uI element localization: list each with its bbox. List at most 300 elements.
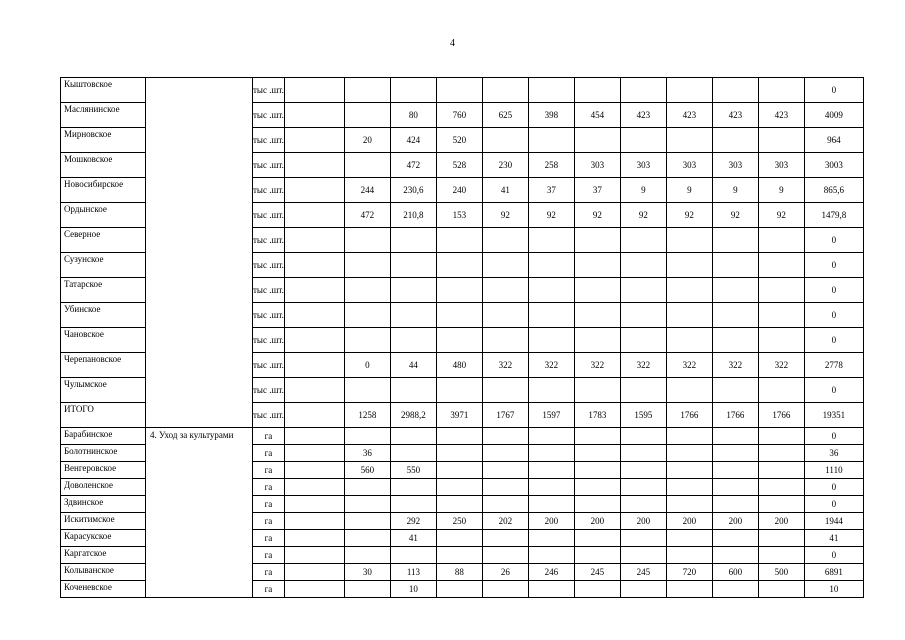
value-cell (528, 228, 574, 253)
value-cell (666, 253, 712, 278)
district-name: Здвинское (61, 496, 146, 513)
total-cell: 1479,8 (804, 203, 863, 228)
value-cell: 600 (712, 564, 758, 581)
value-cell: 200 (620, 513, 666, 530)
value-cell (390, 496, 436, 513)
total-cell: 4009 (804, 103, 863, 128)
value-cell (436, 547, 482, 564)
value-cell (344, 530, 390, 547)
value-cell (482, 253, 528, 278)
value-cell (436, 78, 482, 103)
value-cell (620, 378, 666, 403)
value-cell: 41 (390, 530, 436, 547)
value-cell (528, 278, 574, 303)
value-cell (666, 128, 712, 153)
value-cell: 303 (666, 153, 712, 178)
value-cell: 322 (574, 353, 620, 378)
value-cell (758, 445, 804, 462)
value-cell: 424 (390, 128, 436, 153)
value-cell (712, 278, 758, 303)
value-cell: 240 (436, 178, 482, 203)
value-cell (482, 479, 528, 496)
value-cell (436, 445, 482, 462)
value-cell (666, 581, 712, 598)
value-cell: 423 (620, 103, 666, 128)
value-cell (390, 479, 436, 496)
value-cell (712, 253, 758, 278)
value-cell (712, 462, 758, 479)
value-cell (620, 445, 666, 462)
value-cell (758, 581, 804, 598)
unit-cell: га (253, 530, 285, 547)
value-cell: 303 (574, 153, 620, 178)
value-cell: 202 (482, 513, 528, 530)
district-name: Мирновское (61, 128, 146, 153)
value-cell (758, 428, 804, 445)
total-cell: 0 (804, 496, 863, 513)
empty-cell (284, 228, 344, 253)
total-cell: 964 (804, 128, 863, 153)
value-cell: 303 (620, 153, 666, 178)
value-cell (758, 547, 804, 564)
value-cell (620, 462, 666, 479)
value-cell: 200 (528, 513, 574, 530)
value-cell: 1258 (344, 403, 390, 428)
value-cell: 250 (436, 513, 482, 530)
value-cell: 322 (666, 353, 712, 378)
value-cell (436, 303, 482, 328)
value-cell (758, 496, 804, 513)
value-cell (344, 278, 390, 303)
value-cell (482, 428, 528, 445)
value-cell (712, 581, 758, 598)
value-cell (666, 328, 712, 353)
value-cell: 153 (436, 203, 482, 228)
district-name: Болотнинское (61, 445, 146, 462)
total-cell: 1110 (804, 462, 863, 479)
value-cell (528, 328, 574, 353)
value-cell (666, 530, 712, 547)
value-cell (436, 228, 482, 253)
value-cell: 292 (390, 513, 436, 530)
district-name: Убинское (61, 303, 146, 328)
value-cell: 92 (620, 203, 666, 228)
value-cell: 246 (528, 564, 574, 581)
value-cell (344, 581, 390, 598)
value-cell (574, 462, 620, 479)
unit-cell: тыс .шт. (253, 328, 285, 353)
value-cell (620, 328, 666, 353)
value-cell (620, 530, 666, 547)
value-cell (436, 462, 482, 479)
value-cell (436, 328, 482, 353)
value-cell (574, 78, 620, 103)
total-cell: 0 (804, 253, 863, 278)
value-cell (390, 228, 436, 253)
empty-cell (284, 403, 344, 428)
value-cell (574, 278, 620, 303)
value-cell (758, 78, 804, 103)
value-cell (620, 253, 666, 278)
unit-cell: тыс .шт. (253, 378, 285, 403)
value-cell: 20 (344, 128, 390, 153)
total-cell: 865,6 (804, 178, 863, 203)
empty-cell (284, 353, 344, 378)
value-cell (482, 462, 528, 479)
value-cell: 560 (344, 462, 390, 479)
value-cell (712, 228, 758, 253)
value-cell (758, 128, 804, 153)
unit-cell: тыс .шт. (253, 228, 285, 253)
total-cell: 3003 (804, 153, 863, 178)
value-cell (666, 428, 712, 445)
value-cell: 472 (390, 153, 436, 178)
value-cell: 303 (758, 153, 804, 178)
value-cell (712, 479, 758, 496)
value-cell (344, 328, 390, 353)
district-name: Барабинское (61, 428, 146, 445)
value-cell: 398 (528, 103, 574, 128)
value-cell: 2988,2 (390, 403, 436, 428)
empty-cell (284, 428, 344, 445)
value-cell (712, 445, 758, 462)
value-cell (712, 78, 758, 103)
value-cell (390, 303, 436, 328)
action-cell: 4. Уход за культурами (146, 428, 253, 598)
district-name: Черепановское (61, 353, 146, 378)
value-cell (482, 445, 528, 462)
unit-cell: га (253, 547, 285, 564)
value-cell: 41 (482, 178, 528, 203)
district-name: Маслянинское (61, 103, 146, 128)
value-cell: 30 (344, 564, 390, 581)
value-cell: 1783 (574, 403, 620, 428)
value-cell (482, 278, 528, 303)
value-cell (344, 378, 390, 403)
value-cell (436, 278, 482, 303)
district-name: Новосибирское (61, 178, 146, 203)
value-cell (436, 530, 482, 547)
value-cell: 200 (574, 513, 620, 530)
unit-cell: тыс .шт. (253, 103, 285, 128)
value-cell (620, 278, 666, 303)
value-cell: 258 (528, 153, 574, 178)
value-cell (344, 253, 390, 278)
value-cell: 1766 (758, 403, 804, 428)
value-cell: 36 (344, 445, 390, 462)
district-name: Чановское (61, 328, 146, 353)
unit-cell: тыс .шт. (253, 178, 285, 203)
district-name: Кыштовское (61, 78, 146, 103)
value-cell (620, 428, 666, 445)
value-cell (390, 378, 436, 403)
value-cell (758, 303, 804, 328)
value-cell (436, 496, 482, 513)
value-cell (344, 78, 390, 103)
value-cell (712, 128, 758, 153)
value-cell (758, 378, 804, 403)
value-cell: 454 (574, 103, 620, 128)
unit-cell: тыс .шт. (253, 353, 285, 378)
value-cell: 1766 (666, 403, 712, 428)
value-cell: 423 (712, 103, 758, 128)
value-cell (528, 581, 574, 598)
unit-cell: тыс .шт. (253, 278, 285, 303)
value-cell (482, 228, 528, 253)
value-cell (344, 103, 390, 128)
total-cell: 0 (804, 378, 863, 403)
total-cell: 0 (804, 303, 863, 328)
empty-cell (284, 564, 344, 581)
value-cell (574, 445, 620, 462)
empty-cell (284, 303, 344, 328)
value-cell (620, 581, 666, 598)
value-cell: 423 (758, 103, 804, 128)
value-cell: 26 (482, 564, 528, 581)
district-name: Колыванское (61, 564, 146, 581)
value-cell (528, 128, 574, 153)
district-name: Ордынское (61, 203, 146, 228)
value-cell (666, 78, 712, 103)
value-cell (528, 496, 574, 513)
value-cell (390, 445, 436, 462)
value-cell (482, 128, 528, 153)
district-name: Коченевское (61, 581, 146, 598)
total-cell: 0 (804, 78, 863, 103)
value-cell (620, 228, 666, 253)
value-cell: 92 (482, 203, 528, 228)
value-cell (620, 547, 666, 564)
total-cell: 6891 (804, 564, 863, 581)
value-cell (712, 496, 758, 513)
total-cell: 0 (804, 228, 863, 253)
value-cell (390, 328, 436, 353)
value-cell (482, 328, 528, 353)
value-cell: 37 (528, 178, 574, 203)
unit-cell: га (253, 496, 285, 513)
value-cell: 3971 (436, 403, 482, 428)
value-cell (666, 278, 712, 303)
value-cell: 9 (666, 178, 712, 203)
empty-cell (284, 203, 344, 228)
value-cell (712, 547, 758, 564)
total-cell: 2778 (804, 353, 863, 378)
unit-cell: тыс .шт. (253, 128, 285, 153)
district-name: Доволенское (61, 479, 146, 496)
district-name: Северное (61, 228, 146, 253)
value-cell: 1595 (620, 403, 666, 428)
district-name: Татарское (61, 278, 146, 303)
value-cell (436, 428, 482, 445)
value-cell (344, 479, 390, 496)
unit-cell: га (253, 445, 285, 462)
unit-cell: тыс .шт. (253, 78, 285, 103)
unit-cell: тыс .шт. (253, 403, 285, 428)
value-cell (712, 530, 758, 547)
value-cell: 245 (620, 564, 666, 581)
district-name: Мошковское (61, 153, 146, 178)
value-cell (390, 428, 436, 445)
value-cell (528, 445, 574, 462)
unit-cell: га (253, 428, 285, 445)
value-cell: 0 (344, 353, 390, 378)
value-cell (574, 328, 620, 353)
value-cell (574, 479, 620, 496)
value-cell (482, 581, 528, 598)
district-name: Карасукское (61, 530, 146, 547)
value-cell (574, 496, 620, 513)
value-cell: 92 (528, 203, 574, 228)
value-cell: 625 (482, 103, 528, 128)
value-cell (666, 462, 712, 479)
value-cell (574, 128, 620, 153)
value-cell: 9 (758, 178, 804, 203)
value-cell: 9 (620, 178, 666, 203)
table-row (61, 78, 864, 103)
value-cell: 480 (436, 353, 482, 378)
value-cell (344, 513, 390, 530)
value-cell (712, 303, 758, 328)
total-cell: 41 (804, 530, 863, 547)
value-cell (528, 78, 574, 103)
value-cell (758, 328, 804, 353)
value-cell (574, 530, 620, 547)
value-cell: 322 (620, 353, 666, 378)
total-cell: 36 (804, 445, 863, 462)
value-cell (620, 496, 666, 513)
value-cell: 92 (574, 203, 620, 228)
value-cell (666, 496, 712, 513)
value-cell (528, 378, 574, 403)
value-cell (482, 547, 528, 564)
value-cell (482, 78, 528, 103)
value-cell (528, 479, 574, 496)
value-cell: 80 (390, 103, 436, 128)
value-cell: 1767 (482, 403, 528, 428)
value-cell (344, 496, 390, 513)
empty-cell (284, 278, 344, 303)
table-row (61, 428, 864, 445)
empty-cell (284, 462, 344, 479)
empty-cell (284, 496, 344, 513)
value-cell: 472 (344, 203, 390, 228)
total-cell: 10 (804, 581, 863, 598)
value-cell (528, 303, 574, 328)
total-cell: 0 (804, 278, 863, 303)
value-cell (528, 547, 574, 564)
value-cell: 230 (482, 153, 528, 178)
empty-cell (284, 445, 344, 462)
value-cell: 322 (712, 353, 758, 378)
page-number: 4 (450, 38, 455, 49)
value-cell: 210,8 (390, 203, 436, 228)
empty-cell (284, 479, 344, 496)
value-cell (712, 428, 758, 445)
empty-cell (284, 178, 344, 203)
value-cell (758, 530, 804, 547)
value-cell (758, 479, 804, 496)
value-cell (620, 479, 666, 496)
empty-cell (284, 78, 344, 103)
value-cell (528, 530, 574, 547)
value-cell (344, 153, 390, 178)
empty-cell (284, 378, 344, 403)
value-cell: 322 (758, 353, 804, 378)
empty-cell (284, 103, 344, 128)
value-cell (574, 378, 620, 403)
value-cell (528, 462, 574, 479)
value-cell (436, 581, 482, 598)
value-cell (758, 253, 804, 278)
value-cell: 92 (712, 203, 758, 228)
total-cell: 19351 (804, 403, 863, 428)
empty-cell (284, 547, 344, 564)
value-cell (574, 581, 620, 598)
value-cell (390, 253, 436, 278)
value-cell (666, 547, 712, 564)
total-cell: 0 (804, 428, 863, 445)
value-cell (482, 530, 528, 547)
district-name: Сузунское (61, 253, 146, 278)
district-name: Венгеровское (61, 462, 146, 479)
value-cell: 88 (436, 564, 482, 581)
value-cell (574, 303, 620, 328)
empty-cell (284, 581, 344, 598)
value-cell: 200 (712, 513, 758, 530)
value-cell (482, 303, 528, 328)
value-cell: 760 (436, 103, 482, 128)
value-cell (344, 547, 390, 564)
unit-cell: га (253, 581, 285, 598)
value-cell (666, 378, 712, 403)
value-cell (528, 253, 574, 278)
value-cell (666, 228, 712, 253)
value-cell: 500 (758, 564, 804, 581)
value-cell (436, 253, 482, 278)
value-cell (436, 378, 482, 403)
value-cell (574, 428, 620, 445)
district-name: Каргатское (61, 547, 146, 564)
value-cell: 1597 (528, 403, 574, 428)
unit-cell: га (253, 479, 285, 496)
value-cell (528, 428, 574, 445)
value-cell: 520 (436, 128, 482, 153)
unit-cell: тыс .шт. (253, 203, 285, 228)
value-cell (758, 278, 804, 303)
unit-cell: га (253, 513, 285, 530)
value-cell (574, 228, 620, 253)
value-cell (344, 228, 390, 253)
value-cell (666, 479, 712, 496)
unit-cell: тыс .шт. (253, 253, 285, 278)
value-cell: 113 (390, 564, 436, 581)
district-name: ИТОГО (61, 403, 146, 428)
unit-cell: тыс .шт. (253, 303, 285, 328)
value-cell (666, 445, 712, 462)
unit-cell: га (253, 462, 285, 479)
value-cell: 44 (390, 353, 436, 378)
value-cell (436, 479, 482, 496)
value-cell (758, 462, 804, 479)
value-cell (666, 303, 712, 328)
value-cell (344, 428, 390, 445)
value-cell (712, 328, 758, 353)
value-cell: 9 (712, 178, 758, 203)
value-cell: 37 (574, 178, 620, 203)
value-cell: 92 (758, 203, 804, 228)
empty-cell (284, 328, 344, 353)
district-name: Искитимское (61, 513, 146, 530)
